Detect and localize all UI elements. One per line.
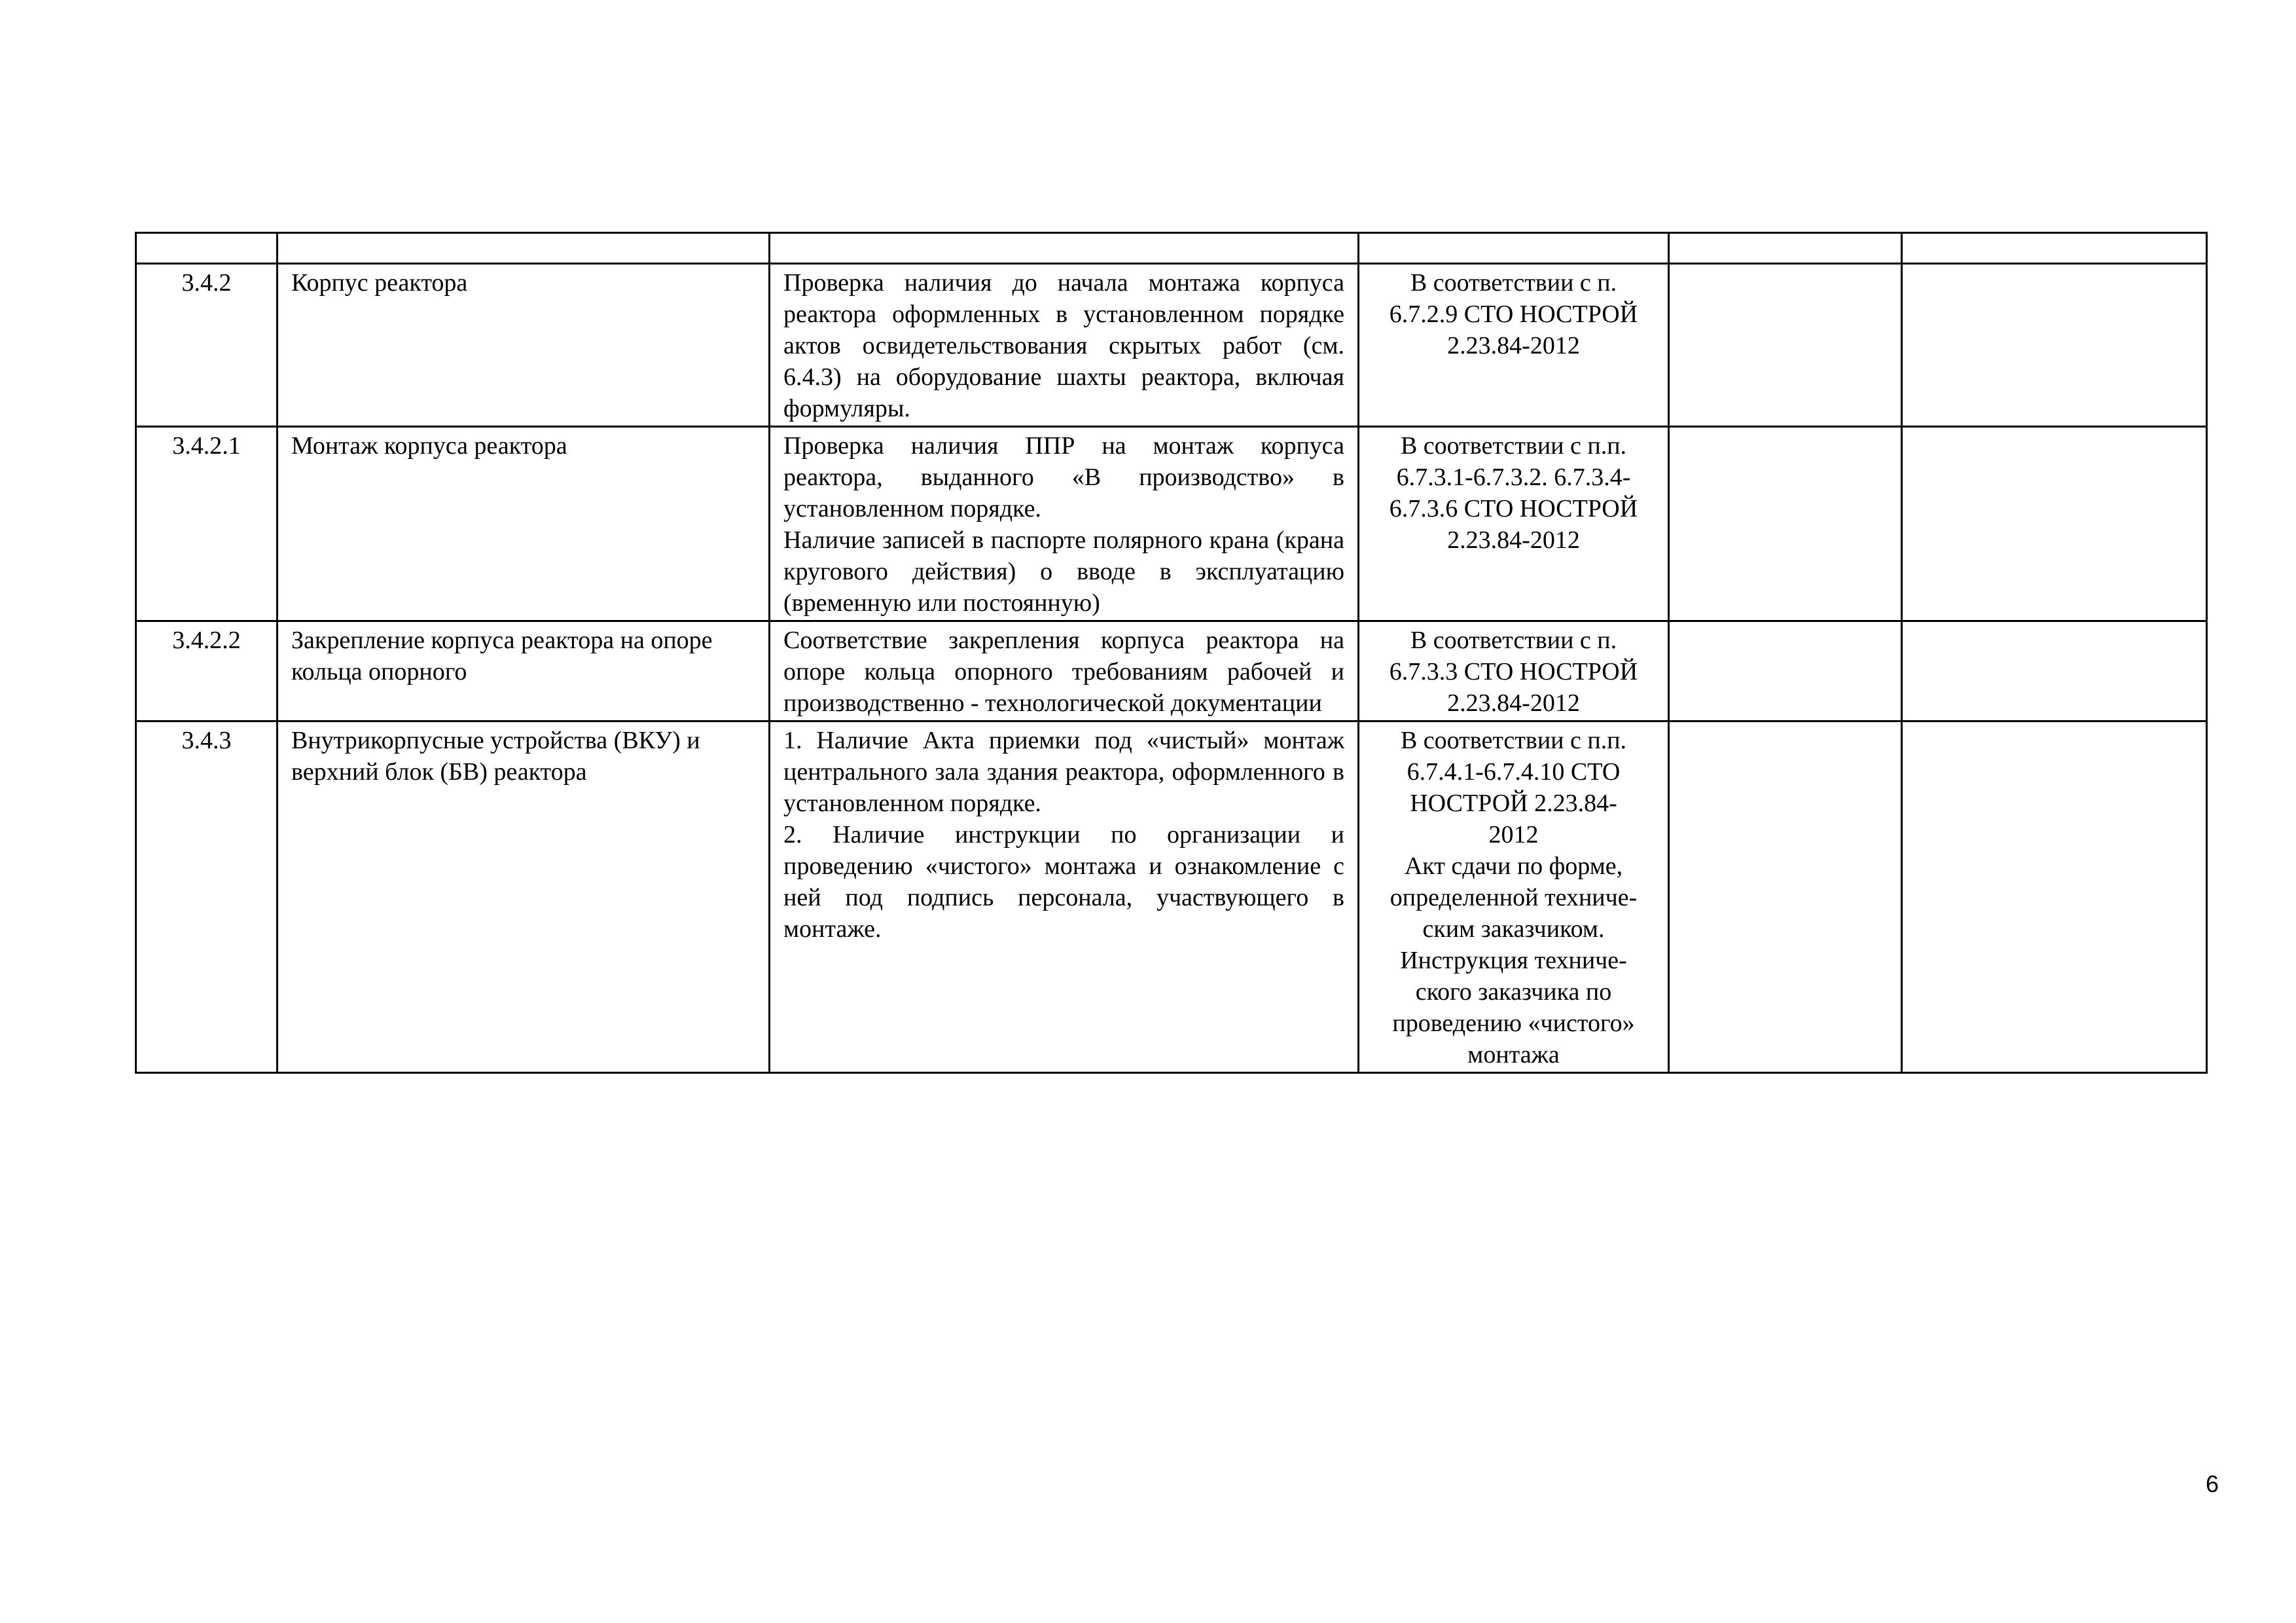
empty-cell <box>1902 427 2207 621</box>
empty-cell <box>770 233 1359 264</box>
item-number: 3.4.3 <box>136 721 278 1073</box>
item-reference <box>1359 264 1669 427</box>
reference-line: 6.7.2.9 СТО НОСТРОЙ <box>1389 301 1638 328</box>
reference-line: 6.7.3.1-6.7.3.2. 6.7.3.4- <box>1396 464 1631 491</box>
reference-line: монтажа <box>1467 1041 1560 1068</box>
empty-cell <box>1669 721 1902 1073</box>
item-name: Закрепление корпуса реактора на опоре кольца опорного <box>278 621 770 721</box>
table-row <box>136 721 2207 1073</box>
requirement-text: Проверка наличия ППР на монтаж корпуса реактора, выданного «В производство» в установленном порядке. <box>783 432 1344 522</box>
item-requirement <box>770 427 1359 621</box>
item-requirement <box>770 264 1359 427</box>
empty-cell <box>1902 264 2207 427</box>
item-reference <box>1359 427 1669 621</box>
reference-line: ского заказчика по <box>1415 978 1612 1006</box>
item-number: 3.4.2.1 <box>136 427 278 621</box>
reference-line: 6.7.3.6 СТО НОСТРОЙ <box>1389 495 1638 522</box>
empty-cell <box>278 233 770 264</box>
item-number: 3.4.2 <box>136 264 278 427</box>
requirement-text: Проверка наличия до начала монтажа корпуса реактора оформленных в установленном порядке актов освидетельствования скрытых работ (см. 6.4.3) на оборудование шахты реактора, включая формуляры. <box>783 269 1344 422</box>
reference-line: 6.7.3.3 СТО НОСТРОЙ <box>1389 658 1638 685</box>
reference-line: 2012 <box>1488 821 1539 848</box>
requirement-text: Соответствие закрепления корпуса реактора на опоре кольца опорного требованиям рабочей и производственно - технологической документации <box>783 627 1344 717</box>
reference-line: проведению «чистого» <box>1392 1010 1635 1037</box>
requirement-text: Наличие записей в паспорте полярного крана (крана кругового действия) о вводе в эксплуатацию (временную или постоянную) <box>783 526 1344 617</box>
page-number: 6 <box>2206 1470 2219 1497</box>
reference-line: В соответствии с п.п. <box>1400 727 1627 754</box>
reference-line: 2.23.84-2012 <box>1447 689 1580 717</box>
empty-cell <box>1902 233 2207 264</box>
reference-line: НОСТРОЙ 2.23.84- <box>1410 790 1617 817</box>
empty-cell <box>1669 427 1902 621</box>
item-number: 3.4.2.2 <box>136 621 278 721</box>
reference-line: определенной техниче- <box>1390 884 1638 911</box>
reference-line: 6.7.4.1-6.7.4.10 СТО <box>1407 758 1621 786</box>
table-header-row <box>136 233 2207 264</box>
reference-line: В соответствии с п.п. <box>1400 432 1627 460</box>
reference-line: 2.23.84-2012 <box>1447 526 1580 554</box>
reference-line: В соответствии с п. <box>1410 269 1617 297</box>
reference-line: Инструкция техниче- <box>1400 947 1627 974</box>
item-requirement <box>770 721 1359 1073</box>
reference-line: 2.23.84-2012 <box>1447 332 1580 359</box>
empty-cell <box>1669 233 1902 264</box>
empty-cell <box>1359 233 1669 264</box>
empty-cell <box>1902 621 2207 721</box>
item-name: Корпус реактора <box>278 264 770 427</box>
requirement-text: 2. Наличие инструкции по организации и проведению «чистого» монтажа и ознакомление с ней под подпись персонала, участвующего в монтаже. <box>783 821 1344 943</box>
empty-cell <box>1902 721 2207 1073</box>
requirement-text: 1. Наличие Акта приемки под «чистый» монтаж центрального зала здания реактора, оформленного в установленном порядке. <box>783 727 1344 817</box>
table-row <box>136 621 2207 721</box>
reference-line: ским заказчиком. <box>1422 915 1605 943</box>
empty-cell <box>1669 264 1902 427</box>
empty-cell <box>1669 621 1902 721</box>
item-name: Монтаж корпуса реактора <box>278 427 770 621</box>
empty-cell <box>136 233 278 264</box>
table-row <box>136 427 2207 621</box>
item-reference <box>1359 721 1669 1073</box>
table-row <box>136 264 2207 427</box>
reference-line: Акт сдачи по форме, <box>1404 852 1623 880</box>
item-name: Внутрикорпусные устройства (ВКУ) и верхний блок (БВ) реактора <box>278 721 770 1073</box>
requirements-table <box>135 232 2208 1074</box>
item-reference <box>1359 621 1669 721</box>
item-requirement <box>770 621 1359 721</box>
reference-line: В соответствии с п. <box>1410 627 1617 654</box>
